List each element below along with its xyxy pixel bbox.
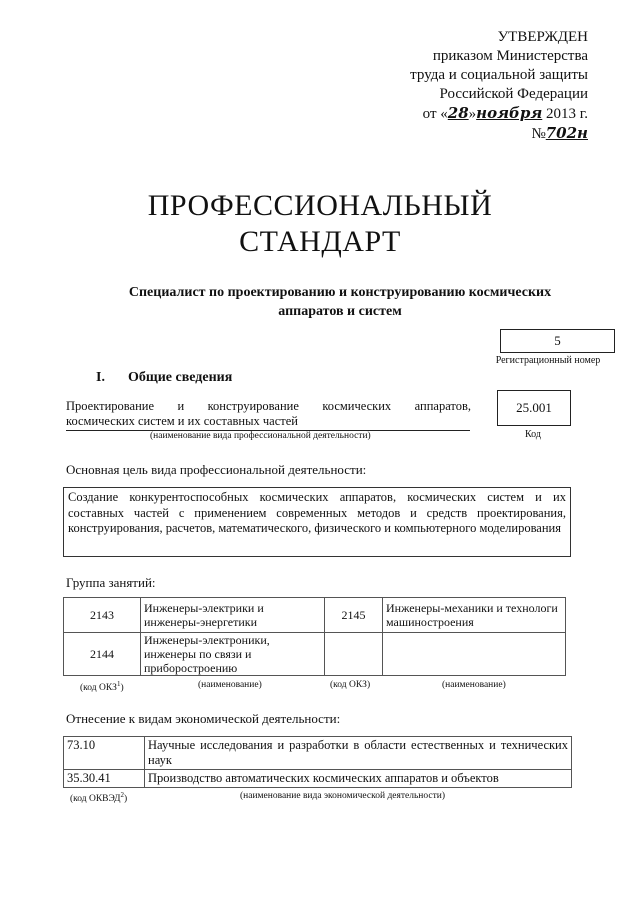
okz-name-cell: Инженеры-электрики и инженеры-энергетики (141, 598, 325, 633)
table-row (64, 633, 566, 676)
table-row (64, 598, 566, 633)
document-title (0, 188, 640, 260)
activity-kind-line-1: Проектирование и конструирование космических аппаратов, (66, 399, 471, 413)
activity-code-box: 25.001 (497, 390, 571, 426)
section-heading (96, 370, 232, 386)
title-line-1: ПРОФЕССИОНАЛЬНЫЙ (147, 189, 493, 222)
approval-line-3: труда и социальной защиты (410, 67, 588, 83)
okz-name-cell: Инженеры-электроники, инженеры по связи и приборостроению (141, 633, 325, 676)
handwritten-number: 702н (545, 124, 588, 142)
title-line-2: СТАНДАРТ (239, 225, 401, 258)
year-text: 2013 г. № (531, 106, 588, 142)
table-row (64, 770, 572, 788)
okz-name-caption-2: (наименование) (442, 680, 506, 690)
activity-code-caption: Код (525, 429, 541, 440)
okz-code-cell: 2145 (325, 598, 383, 633)
okz-code-caption-2: (код ОКЗ) (330, 680, 371, 690)
okz-code-cell: 2144 (64, 633, 141, 676)
approval-date-line (368, 104, 588, 144)
okz-name-caption: (наименование) (198, 680, 262, 690)
section-number: I. (96, 370, 105, 385)
registration-number-caption: Регистрационный номер (495, 355, 601, 366)
date-prefix: от « (422, 106, 448, 122)
subtitle-line-1: Специалист по проектированию и конструированию космических (128, 285, 552, 300)
goal-label: Основная цель вида профессиональной деятельности: (66, 462, 367, 477)
approval-block (368, 28, 588, 144)
occupation-group-label: Группа занятий: (66, 575, 156, 590)
okz-name-cell (383, 633, 566, 676)
okved-name-cell: Научные исследования и разработки в области естественных и технических наук (145, 737, 572, 770)
okved-name-cell: Производство автоматических космических аппаратов и объектов (145, 770, 572, 788)
okved-code-caption: (код ОКВЭД$^2$) (70, 791, 128, 805)
approval-line-1: УТВЕРЖДЕН (497, 29, 588, 45)
handwritten-day: 28 (447, 104, 469, 122)
table-row (64, 737, 572, 770)
okved-code-cell: 35.30.41 (64, 770, 145, 788)
approval-line-2: приказом Министерства (432, 48, 588, 64)
standard-name (100, 283, 580, 321)
occupation-group-table (63, 597, 566, 676)
okz-code-cell: 2143 (64, 598, 141, 633)
okz-code-cell (325, 633, 383, 676)
economic-activity-label: Отнесение к видам экономической деятельности: (66, 711, 341, 726)
okved-code-cell: 73.10 (64, 737, 145, 770)
approval-line-4: Российской Федерации (439, 86, 588, 102)
economic-activity-table (63, 736, 572, 788)
activity-kind-line-2: космических систем и их составных частей (66, 414, 298, 428)
subtitle-line-2: аппаратов и систем (278, 304, 402, 319)
section-title: Общие сведения (128, 370, 233, 385)
registration-number-box: 5 (500, 329, 615, 353)
date-mid: » (468, 106, 477, 122)
okz-name-cell: Инженеры-механики и технологи машиностроения (383, 598, 566, 633)
activity-kind-caption: (наименование вида профессиональной деятельности) (150, 431, 371, 441)
handwritten-month: ноября (476, 104, 543, 122)
okz-code-caption: (код ОКЗ$^1$) (80, 680, 124, 694)
goal-text-box: Создание конкурентоспособных космических аппаратов, космических систем и их составных частей с применением современных методов и средств проектирования, конструирования, расчетов, математического, физического и компьютерного моделирования (63, 487, 571, 557)
okved-name-caption: (наименование вида экономической деятельности) (240, 791, 445, 801)
